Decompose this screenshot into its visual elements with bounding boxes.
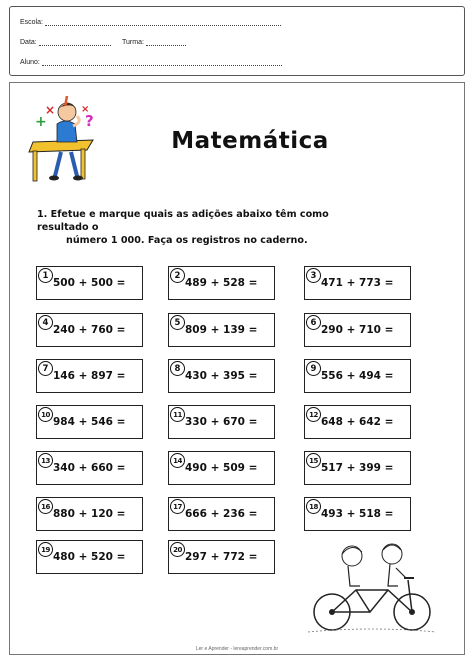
exercise-number: 11: [170, 407, 185, 422]
aluno-label: Aluno:: [20, 59, 40, 66]
turma-field[interactable]: [122, 38, 186, 46]
exercise-number: 13: [38, 453, 53, 468]
exercise-box[interactable]: [36, 405, 143, 439]
exercise-box[interactable]: [168, 451, 275, 485]
exercise-number: 6: [306, 315, 321, 330]
instruction-line-1: 1. Efetue e marque quais as adições abaixo têm como resultado o: [37, 209, 329, 233]
exercise-expression: 666 + 236 =: [185, 508, 258, 520]
exercise-number: 5: [170, 315, 185, 330]
exercise-box[interactable]: [168, 540, 275, 574]
exercise-box[interactable]: [36, 266, 143, 300]
question-symbol: ?: [85, 112, 94, 130]
footer-credit: Ler e Aprender - lereaprender.com.br: [195, 646, 279, 652]
exercise-expression: 471 + 773 =: [321, 277, 394, 289]
exercise-number: 10: [38, 407, 53, 422]
data-label: Data:: [20, 39, 37, 46]
exercise-expression: 290 + 710 =: [321, 324, 394, 336]
exercise-expression: 430 + 395 =: [185, 370, 258, 382]
turma-line[interactable]: [146, 38, 186, 46]
exercise-box[interactable]: [36, 313, 143, 347]
exercise-box[interactable]: [168, 497, 275, 531]
exercise-expression: 480 + 520 =: [53, 551, 126, 563]
page-title: Matemática: [171, 128, 329, 154]
exercise-box[interactable]: [304, 405, 411, 439]
exercise-expression: 984 + 546 =: [53, 416, 126, 428]
exercise-expression: 500 + 500 =: [53, 277, 126, 289]
exercise-expression: 489 + 528 =: [185, 277, 258, 289]
exercise-number: 12: [306, 407, 321, 422]
instruction-line-2: número 1 000. Faça os registros no caderno.: [66, 235, 308, 246]
child-thinking-clipart: [27, 96, 105, 188]
exercise-expression: 517 + 399 =: [321, 462, 394, 474]
exercise-box[interactable]: [304, 313, 411, 347]
exercise-number: 19: [38, 542, 53, 557]
exercise-box[interactable]: [168, 266, 275, 300]
exercise-expression: 493 + 518 =: [321, 508, 394, 520]
exercise-box[interactable]: [168, 313, 275, 347]
exercise-number: 8: [170, 361, 185, 376]
exercise-expression: 340 + 660 =: [53, 462, 126, 474]
exercise-number: 2: [170, 268, 185, 283]
data-field[interactable]: [20, 38, 111, 46]
data-line[interactable]: [39, 38, 111, 46]
exercise-box[interactable]: [36, 540, 143, 574]
exercise-box[interactable]: [304, 451, 411, 485]
exercise-expression: 240 + 760 =: [53, 324, 126, 336]
exercise-number: 7: [38, 361, 53, 376]
exercise-box[interactable]: [304, 266, 411, 300]
exercise-number: 16: [38, 499, 53, 514]
exercise-expression: 556 + 494 =: [321, 370, 394, 382]
exercise-number: 9: [306, 361, 321, 376]
exercise-number: 18: [306, 499, 321, 514]
exercise-number: 20: [170, 542, 185, 557]
escola-line[interactable]: [45, 18, 281, 26]
exercise-box[interactable]: [304, 359, 411, 393]
exercise-number: 15: [306, 453, 321, 468]
svg-text:×: ×: [81, 104, 90, 115]
exercise-number: 17: [170, 499, 185, 514]
exercise-number: 1: [38, 268, 53, 283]
exercise-expression: 648 + 642 =: [321, 416, 394, 428]
exercise-expression: 297 + 772 =: [185, 551, 258, 563]
kids-bicycle-clipart: [308, 540, 438, 638]
plus-symbol: +: [35, 114, 47, 130]
exercise-box[interactable]: [36, 497, 143, 531]
escola-label: Escola:: [20, 19, 43, 26]
exercise-box[interactable]: [36, 451, 143, 485]
exercise-number: 14: [170, 453, 185, 468]
exercise-expression: 490 + 509 =: [185, 462, 258, 474]
exercise-expression: 330 + 670 =: [185, 416, 258, 428]
escola-field[interactable]: [20, 18, 281, 26]
exercise-box[interactable]: [168, 359, 275, 393]
exercise-number: 4: [38, 315, 53, 330]
aluno-line[interactable]: [42, 58, 282, 66]
exercise-box[interactable]: [36, 359, 143, 393]
aluno-field[interactable]: [20, 58, 282, 66]
turma-label: Turma:: [122, 39, 144, 46]
exercise-expression: 880 + 120 =: [53, 508, 126, 520]
exercise-expression: 146 + 897 =: [53, 370, 126, 382]
exercise-box[interactable]: [168, 405, 275, 439]
exercise-expression: 809 + 139 =: [185, 324, 258, 336]
times-symbol: ×: [45, 103, 56, 117]
exercise-box[interactable]: [304, 497, 411, 531]
exercise-number: 3: [306, 268, 321, 283]
instruction-text: [37, 208, 377, 247]
